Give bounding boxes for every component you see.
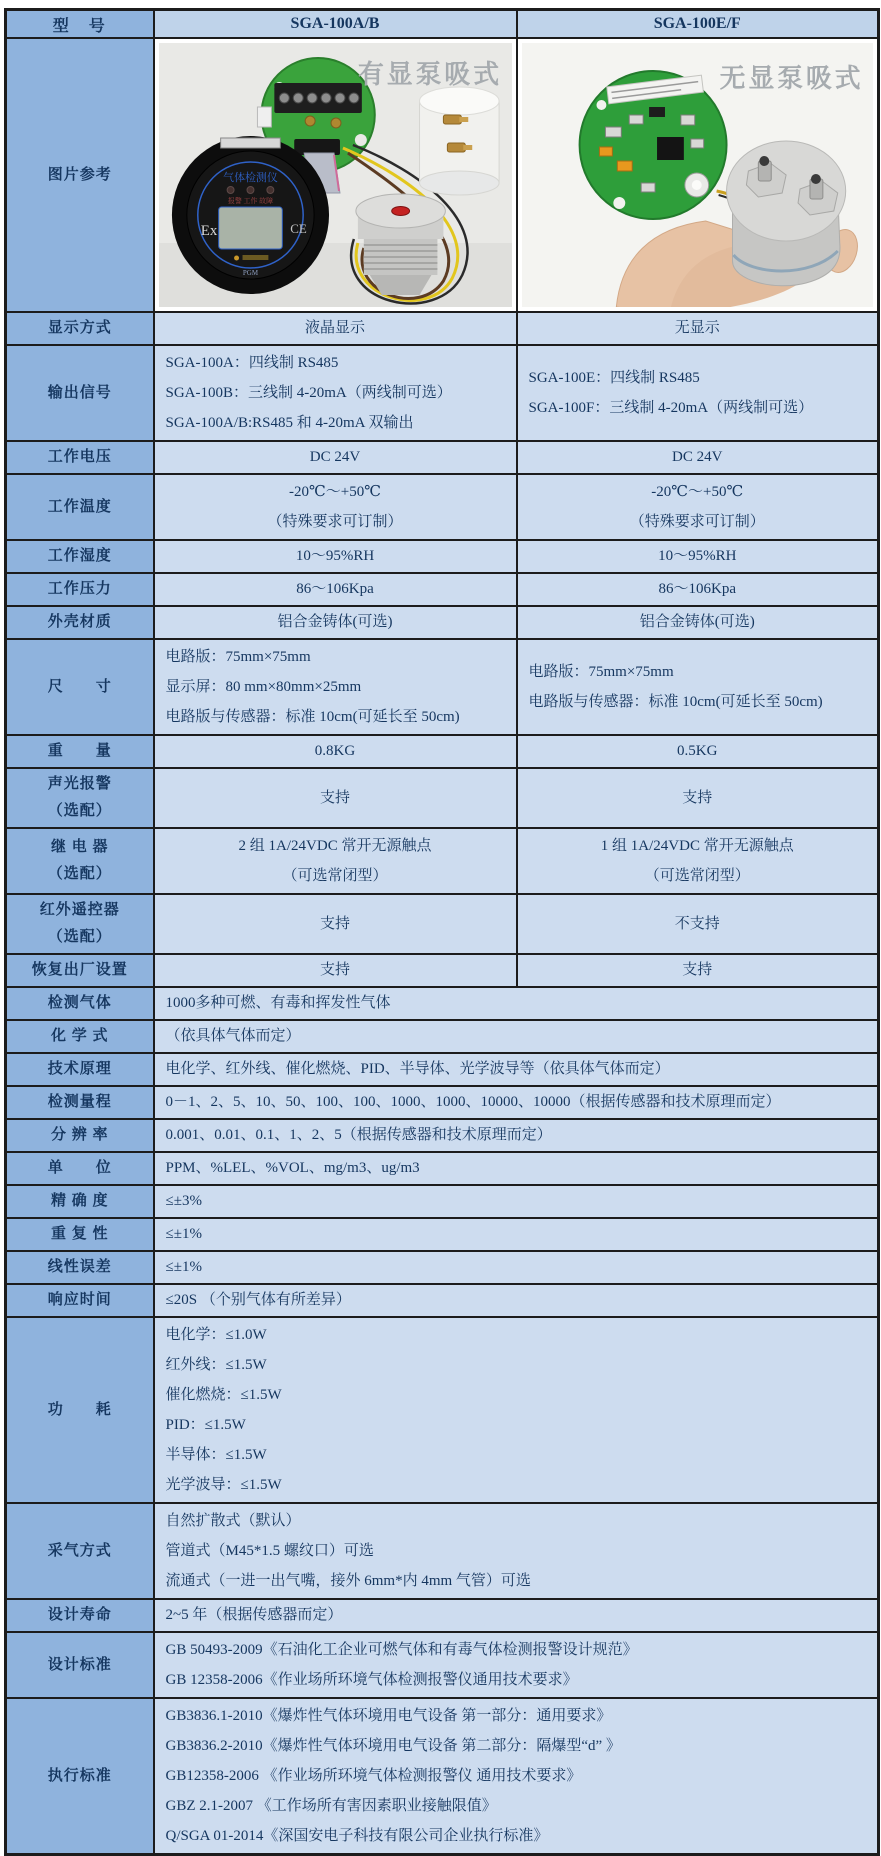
spec-value: -20℃～+50℃ （特殊要求可订制） (154, 474, 517, 540)
row-label: 工作压力 (6, 573, 154, 606)
spec-value: DC 24V (154, 441, 517, 474)
spec-row (6, 1599, 879, 1632)
spec-row (6, 1284, 879, 1317)
spec-row (6, 1251, 879, 1284)
spec-value: 电化学、红外线、催化燃烧、PID、半导体、光学波导等（依具体气体而定） (154, 1053, 879, 1086)
spec-value: -20℃～+50℃ （特殊要求可订制） (517, 474, 879, 540)
spec-row (6, 987, 879, 1020)
spec-rows (6, 38, 879, 1855)
spec-value: 10～95%RH (154, 540, 517, 573)
spec-row (6, 1317, 879, 1503)
row-label: 输出信号 (6, 345, 154, 441)
spec-value: 支持 (154, 768, 517, 828)
spec-row (6, 1218, 879, 1251)
spec-value: 0.5KG (517, 735, 879, 768)
header-model-ef: SGA-100E/F (517, 10, 879, 39)
spec-value: 支持 (154, 954, 517, 987)
spec-table (4, 8, 880, 1856)
spec-value: GB 50493-2009《石油化工企业可燃气体和有毒气体检测报警设计规范》 GB 12358-2006《作业场所环境气体检测报警仪通用技术要求》 (154, 1632, 879, 1698)
spec-value: 86～106Kpa (517, 573, 879, 606)
photo-no-display-pump (522, 43, 874, 307)
spec-value: 0.001、0.01、0.1、1、2、5（根据传感器和技术原理而定） (154, 1119, 879, 1152)
spec-row (6, 954, 879, 987)
spec-value: 2~5 年（根据传感器而定） (154, 1599, 879, 1632)
spec-value: 10～95%RH (517, 540, 879, 573)
header-row (6, 10, 879, 39)
row-label: 继 电 器 （选配） (6, 828, 154, 894)
spec-value: 自然扩散式（默认） 管道式（M45*1.5 螺纹口）可选 流通式（一进一出气嘴，接外 6mm*内 4mm 气管）可选 (154, 1503, 879, 1599)
spec-value: 0.8KG (154, 735, 517, 768)
spec-row (6, 1086, 879, 1119)
spec-value: 电路版：75mm×75mm 显示屏：80 mm×80mm×25mm 电路版与传感器：标准 10cm(可延长至 50cm) (154, 639, 517, 735)
spec-row (6, 474, 879, 540)
row-label: 工作温度 (6, 474, 154, 540)
product-photo-ab (154, 38, 517, 312)
row-label: 设计标准 (6, 1632, 154, 1698)
detector-pgm-label: PGM (242, 268, 258, 278)
row-label: 红外遥控器 （选配） (6, 894, 154, 954)
spec-value: 1 组 1A/24VDC 常开无源触点 （可选常闭型） (517, 828, 879, 894)
detector-brand-text: 气体检测仪 (222, 171, 278, 185)
image-row (6, 38, 879, 312)
spec-value: PPM、%LEL、%VOL、mg/m3、ug/m3 (154, 1152, 879, 1185)
spec-row (6, 345, 879, 441)
row-label: 精 确 度 (6, 1185, 154, 1218)
spec-value: 电化学：≤1.0W 红外线：≤1.5W 催化燃烧：≤1.5W PID：≤1.5W 半导体：≤1.5W 光学波导：≤1.5W (154, 1317, 879, 1503)
row-label: 采气方式 (6, 1503, 154, 1599)
spec-value: SGA-100E：四线制 RS485 SGA-100F：三线制 4-20mA（两线制可选） (517, 345, 879, 441)
spec-value: 支持 (517, 954, 879, 987)
row-label: 尺 寸 (6, 639, 154, 735)
row-label: 设计寿命 (6, 1599, 154, 1632)
spec-row (6, 1632, 879, 1698)
spec-row (6, 894, 879, 954)
spec-row (6, 1053, 879, 1086)
spec-value: SGA-100A：四线制 RS485 SGA-100B：三线制 4-20mA（两线制可选） SGA-100A/B:RS485 和 4-20mA 双输出 (154, 345, 517, 441)
row-label: 检测量程 (6, 1086, 154, 1119)
spec-value: 液晶显示 (154, 312, 517, 345)
row-label: 分 辨 率 (6, 1119, 154, 1152)
photo-ab-illustration (159, 43, 512, 307)
spec-row (6, 1185, 879, 1218)
spec-value: ≤±1% (154, 1251, 879, 1284)
row-label: 显示方式 (6, 312, 154, 345)
spec-value: 1000多种可燃、有毒和挥发性气体 (154, 987, 879, 1020)
spec-row (6, 768, 879, 828)
spec-row (6, 1152, 879, 1185)
row-label: 工作湿度 (6, 540, 154, 573)
row-label: 技术原理 (6, 1053, 154, 1086)
spec-value: ≤20S （个别气体有所差异） (154, 1284, 879, 1317)
spec-value: 支持 (517, 768, 879, 828)
spec-row (6, 1698, 879, 1855)
spec-value: 铝合金铸体(可选) (154, 606, 517, 639)
spec-value: 0－1、2、5、10、50、100、100、1000、1000、10000、10000（根据传感器和技术原理而定） (154, 1086, 879, 1119)
spec-value: ≤±1% (154, 1218, 879, 1251)
row-label: 恢复出厂设置 (6, 954, 154, 987)
row-label: 功 耗 (6, 1317, 154, 1503)
spec-value: 86～106Kpa (154, 573, 517, 606)
spec-row (6, 312, 879, 345)
spec-value: 2 组 1A/24VDC 常开无源触点 （可选常闭型） (154, 828, 517, 894)
spec-row (6, 639, 879, 735)
spec-value: 电路版：75mm×75mm 电路版与传感器：标准 10cm(可延长至 50cm) (517, 639, 879, 735)
spec-row (6, 828, 879, 894)
photo-ef-illustration (522, 43, 874, 307)
row-label: 执行标准 (6, 1698, 154, 1855)
spec-value: 无显示 (517, 312, 879, 345)
row-label: 图片参考 (6, 38, 154, 312)
header-model-label: 型 号 (6, 10, 154, 39)
spec-row (6, 573, 879, 606)
detector-ex-mark: Ex (200, 222, 217, 240)
detector-led-labels: 报警 工作 故障 (227, 196, 273, 206)
product-photo-ef (517, 38, 879, 312)
spec-row (6, 735, 879, 768)
spec-value: DC 24V (517, 441, 879, 474)
spec-row (6, 441, 879, 474)
row-label: 响应时间 (6, 1284, 154, 1317)
spec-value: ≤±3% (154, 1185, 879, 1218)
spec-row (6, 1020, 879, 1053)
row-label: 线性误差 (6, 1251, 154, 1284)
row-label: 工作电压 (6, 441, 154, 474)
row-label: 重 复 性 (6, 1218, 154, 1251)
spec-value: （依具体气体而定） (154, 1020, 879, 1053)
header-model-ab: SGA-100A/B (154, 10, 517, 39)
spec-row (6, 606, 879, 639)
row-label: 外壳材质 (6, 606, 154, 639)
spec-value: 支持 (154, 894, 517, 954)
spec-value: GB3836.1-2010《爆炸性气体环境用电气设备 第一部分：通用要求》 GB3836.2-2010《爆炸性气体环境用电气设备 第二部分：隔爆型“d” 》 GB12358-2006 《作业场所环境气体检测报警仪 通用技术要求》 GBZ 2.1-2007 《工作场所有害因素职业接触限值》 Q/SGA 01-2014《深国安电子科技有限公司企业执行标准》 (154, 1698, 879, 1855)
spec-row (6, 1503, 879, 1599)
spec-value: 不支持 (517, 894, 879, 954)
photo-with-display-pump (159, 43, 512, 307)
watermark-right: 无显泵吸式 (719, 63, 864, 94)
detector-ce-mark: CE (289, 220, 307, 237)
row-label: 化 学 式 (6, 1020, 154, 1053)
spec-row (6, 1119, 879, 1152)
spec-row (6, 540, 879, 573)
row-label: 检测气体 (6, 987, 154, 1020)
row-label: 声光报警 （选配） (6, 768, 154, 828)
row-label: 单 位 (6, 1152, 154, 1185)
spec-value: 铝合金铸体(可选) (517, 606, 879, 639)
row-label: 重 量 (6, 735, 154, 768)
watermark-left: 有显泵吸式 (357, 59, 502, 90)
